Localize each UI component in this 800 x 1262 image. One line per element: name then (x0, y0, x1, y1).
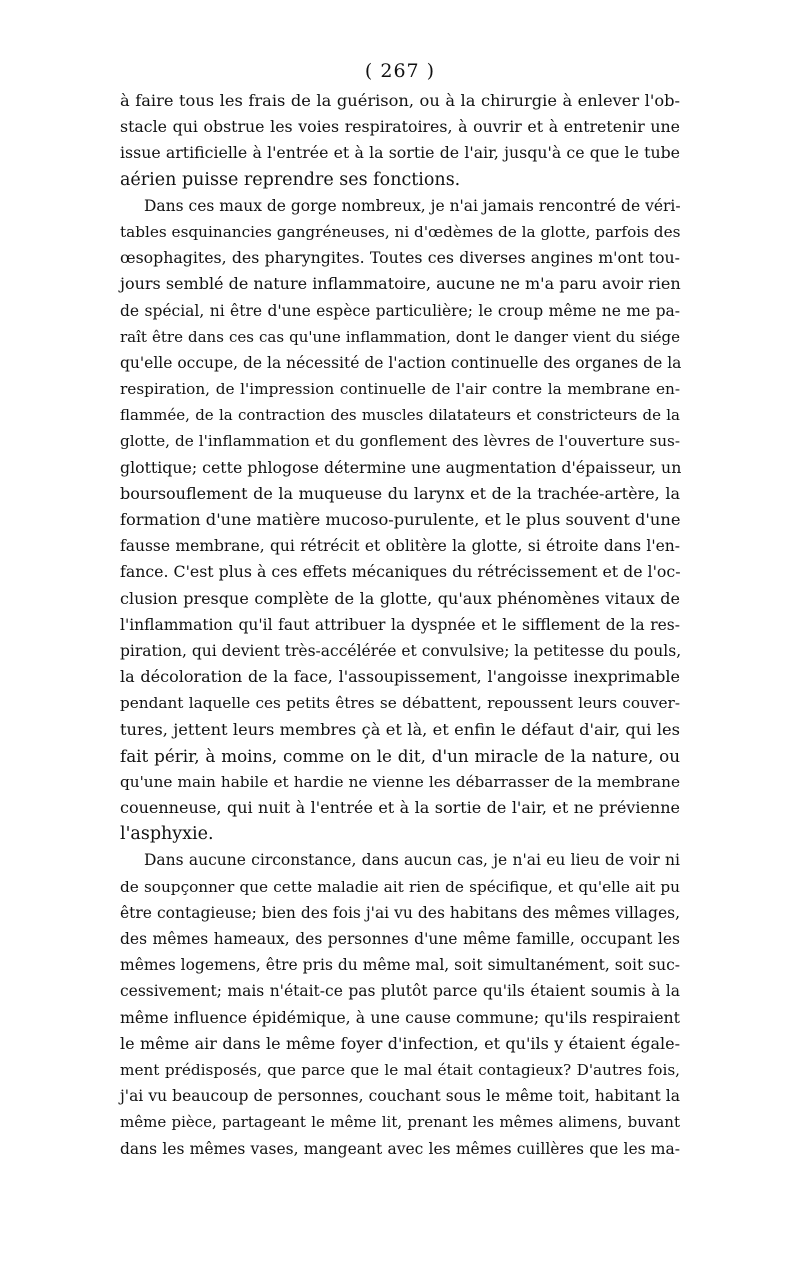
text-line: tures, jettent leurs membres çà et là, et enfin le défaut d'air, qui les (120, 719, 680, 739)
text-line: respiration, de l'impression continuelle de l'air contre la membrane en- (120, 380, 680, 399)
text-line: de spécial, ni être d'une espèce particulière; le croup même ne me pa- (120, 301, 680, 320)
text-line: fance. C'est plus à ces effets mécaniques du rétrécissement et de l'oc- (120, 562, 681, 582)
text-line: la décoloration de la face, l'assoupissement, l'angoisse inexprimable (120, 667, 680, 687)
text-line: dans les mêmes vases, mangeant avec les mêmes cuillères que les ma- (120, 1139, 680, 1158)
text-line: jours semblé de nature inflammatoire, aucune ne m'a paru avoir rien (120, 274, 681, 294)
text-line: l'inflammation qu'il faut attribuer la dyspnée et le sifflement de la res- (120, 615, 680, 634)
page-number: ( 267 ) (364, 60, 436, 82)
text-line: Dans aucune circonstance, dans aucun cas, je n'ai eu lieu de voir ni (144, 851, 680, 870)
text-line: aérien puisse reprendre ses fonctions. (120, 169, 461, 190)
text-line: être contagieuse; bien des fois j'ai vu des habitans des mêmes villages, (120, 903, 680, 922)
text-line: glottique; cette phlogose détermine une augmentation d'épaisseur, un (120, 457, 682, 477)
text-line: clusion presque complète de la glotte, qu'aux phénomènes vitaux de (120, 588, 680, 608)
paragraph (120, 88, 680, 193)
text-line: même pièce, partageant le même lit, prenant les mêmes alimens, buvant (120, 1113, 680, 1132)
text-line: Dans ces maux de gorge nombreux, je n'ai jamais rencontré de véri- (144, 196, 681, 215)
text-line: même influence épidémique, à une cause commune; qu'ils respiraient (120, 1007, 680, 1027)
text-line: à faire tous les frais de la guérison, ou à la chirurgie à enlever l'ob- (120, 91, 680, 110)
paragraph (120, 847, 680, 1161)
text-line: couenneuse, qui nuit à l'entrée et à la sortie de l'air, et ne prévienne (120, 798, 680, 818)
text-line: raît être dans ces cas qu'une inflammation, dont le danger vient du siége (120, 327, 680, 346)
body-text (120, 88, 680, 1162)
text-line: des mêmes hameaux, des personnes d'une même famille, occupant les (120, 930, 680, 948)
text-line: piration, qui devient très-accélérée et convulsive; la petitesse du pouls, (120, 641, 682, 660)
text-line: issue artificielle à l'entrée et à la sortie de l'air, jusqu'à ce que le tube (120, 143, 680, 163)
text-line: fausse membrane, qui rétrécit et oblitère la glotte, si étroite dans l'en- (120, 537, 680, 556)
text-line: tables esquinancies gangréneuses, ni d'œdèmes de la glotte, parfois des (120, 222, 681, 241)
text-line: formation d'une matière mucoso-purulente, et le plus souvent d'une (120, 510, 681, 529)
text-line: l'asphyxie. (120, 824, 214, 845)
text-line: qu'une main habile et hardie ne vienne les débarrasser de la membrane (120, 772, 680, 791)
text-line: boursouflement de la muqueuse du larynx et de la trachée-artère, la (120, 483, 680, 503)
text-line: flammée, de la contraction des muscles dilatateurs et constricteurs de la (120, 406, 680, 425)
text-line: de soupçonner que cette maladie ait rien de spécifique, et qu'elle ait pu (120, 877, 680, 896)
paragraph (120, 193, 680, 848)
text-line: le même air dans le même foyer d'infection, et qu'ils y étaient égale- (120, 1033, 680, 1053)
text-line: fait périr, à moins, comme on le dit, d'un miracle de la nature, ou (120, 745, 680, 766)
text-line: mêmes logemens, être pris du même mal, soit simultanément, soit suc- (120, 956, 680, 975)
text-line: cessivement; mais n'était-ce pas plutôt parce qu'ils étaient soumis à la (120, 982, 680, 1001)
text-line: ment prédisposés, que parce que le mal était contagieux? D'autres fois, (120, 1060, 680, 1079)
text-line: œsophagites, des pharyngites. Toutes ces diverses angines m'ont tou- (120, 248, 680, 268)
text-line: pendant laquelle ces petits êtres se débattent, repoussent leurs couver- (120, 694, 680, 713)
text-line: j'ai vu beaucoup de personnes, couchant sous le même toit, habitant la (120, 1087, 680, 1106)
text-line: glotte, de l'inflammation et du gonflement des lèvres de l'ouverture sus- (120, 432, 680, 451)
text-line: qu'elle occupe, de la nécessité de l'action continuelle des organes de la (120, 353, 682, 372)
text-line: stacle qui obstrue les voies respiratoires, à ouvrir et à entretenir une (120, 117, 680, 137)
